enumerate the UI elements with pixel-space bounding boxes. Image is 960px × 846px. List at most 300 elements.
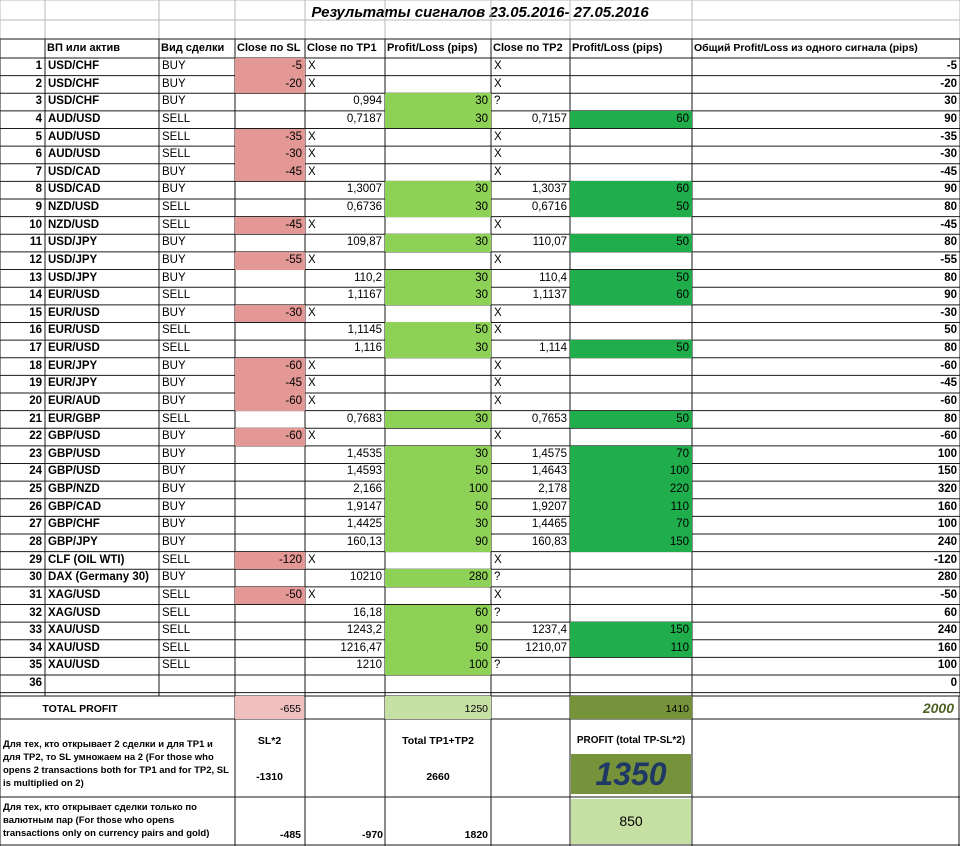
trade-type-cell [159, 675, 235, 693]
trade-type-cell: SELL [162, 112, 191, 125]
asset-cell: GBP/USD [48, 447, 101, 460]
row-number: 32 [29, 606, 42, 619]
close-tp2-cell: 0,6716 [531, 201, 567, 214]
pl2-cell [570, 58, 692, 76]
total-pips-cell: -45 [940, 377, 957, 390]
row-number: 31 [29, 588, 42, 601]
row-number: 9 [35, 201, 42, 214]
pl1-cell: 30 [385, 411, 491, 429]
header-tp2: Close по TP2 [493, 42, 563, 54]
close-tp1-cell: 1210 [356, 659, 382, 672]
close-tp1-cell: 1,4535 [346, 447, 382, 460]
pl2-cell [570, 217, 692, 235]
pl2-cell [570, 605, 692, 623]
trade-type-cell: SELL [162, 659, 191, 672]
close-tp2-cell: 110,4 [539, 271, 567, 284]
pl2-cell [570, 129, 692, 147]
close-tp2-cell: ? [494, 606, 501, 619]
total-pips-cell: -45 [940, 165, 957, 178]
asset-cell: USD/CHF [48, 60, 100, 72]
trade-type-cell: SELL [162, 553, 191, 566]
asset-cell: XAU/USD [48, 624, 100, 637]
pl1-cell: 50 [385, 322, 491, 340]
close-sl-cell: -45 [235, 375, 305, 393]
row-number: 22 [29, 430, 42, 443]
row-number: 13 [29, 271, 42, 284]
pl1-cell [385, 58, 491, 76]
close-sl-cell: -55 [235, 252, 305, 270]
close-sl-cell [235, 322, 305, 340]
close-tp2-cell: X [494, 430, 502, 443]
close-tp1-cell: 1,116 [354, 342, 382, 355]
pl2-cell: 70 [570, 516, 692, 534]
close-tp1-cell: 1,9147 [346, 500, 382, 513]
close-tp1-cell: X [308, 60, 316, 72]
close-sl-cell: -45 [235, 217, 305, 235]
pl1-cell: 30 [385, 111, 491, 129]
pl2-cell [570, 358, 692, 376]
trade-type-cell: SELL [162, 342, 191, 355]
close-tp1-cell: 109,87 [346, 236, 382, 249]
row-number: 16 [29, 324, 42, 337]
asset-cell: XAG/USD [48, 588, 101, 601]
header-pl2: Profit/Loss (pips) [572, 42, 663, 54]
asset-cell: AUD/USD [48, 130, 101, 143]
close-tp2-cell: ? [494, 95, 501, 108]
pl1-cell: 50 [385, 499, 491, 517]
tp-total-value: 2660 [426, 771, 450, 783]
row-number: 11 [29, 236, 42, 249]
pl2-cell: 50 [570, 234, 692, 252]
asset-cell: EUR/GBP [48, 412, 101, 425]
pl1-cell: 30 [385, 340, 491, 358]
close-tp2-cell: X [494, 359, 502, 372]
pl2-cell: 50 [570, 199, 692, 217]
close-sl-cell [235, 640, 305, 658]
close-tp1-cell: X [308, 359, 316, 372]
asset-cell [45, 675, 159, 693]
close-tp2-cell: 0,7157 [531, 112, 567, 125]
close-tp1-cell: 0,7683 [346, 412, 382, 425]
pl2-cell: 50 [570, 411, 692, 429]
note-currency-only: Для тех, кто открывает сделки только по валютным пар (For those who opens transactions only on currency pairs and gold) [3, 802, 210, 839]
close-sl-cell: -120 [235, 552, 305, 570]
close-sl-cell [235, 675, 305, 693]
trade-type-cell: SELL [162, 324, 191, 337]
total-pips-cell: 100 [937, 447, 957, 460]
total-pips-cell: 150 [937, 465, 957, 478]
total-pips-cell: 80 [944, 236, 957, 249]
close-tp2-cell: 160,83 [531, 536, 567, 548]
close-sl-cell [235, 199, 305, 217]
trade-type-cell: BUY [162, 377, 186, 390]
trade-type-cell: BUY [162, 447, 186, 460]
pl2-cell: 150 [570, 534, 692, 552]
header-type: Вид сделки [161, 42, 225, 54]
total-pips-cell: 80 [944, 271, 957, 284]
pl2-cell: 70 [570, 446, 692, 464]
asset-cell: DAX (Germany 30) [48, 571, 149, 584]
sl2-value: -1310 [256, 771, 283, 783]
close-tp2-cell: X [494, 306, 502, 319]
close-sl-cell [235, 657, 305, 675]
asset-cell: NZD/USD [48, 201, 100, 214]
pl2-cell: 110 [570, 499, 692, 517]
close-tp1-cell: 1,1145 [347, 324, 382, 337]
pl1-cell: 100 [385, 657, 491, 675]
close-tp2-cell: 1210,07 [525, 641, 567, 654]
asset-cell: USD/CAD [48, 183, 101, 196]
pl2-cell [570, 657, 692, 675]
trade-type-cell: SELL [162, 624, 191, 637]
pl1-cell [385, 164, 491, 182]
close-tp2-cell: X [494, 553, 502, 566]
asset-cell: USD/JPY [48, 236, 98, 249]
total-pips-cell: -5 [946, 60, 957, 72]
pl1-cell: 50 [385, 463, 491, 481]
pl2-cell [570, 569, 692, 587]
total-pips-cell: 240 [937, 536, 957, 548]
close-tp1-cell: X [308, 130, 316, 143]
total-pips-cell: -60 [940, 359, 957, 372]
asset-cell: GBP/CHF [48, 518, 100, 531]
asset-cell: AUD/USD [48, 112, 101, 125]
row-number: 33 [29, 624, 42, 637]
trade-type-cell: SELL [162, 588, 191, 601]
close-tp1-cell: 0,7187 [346, 112, 382, 125]
total-pips-cell: 280 [937, 571, 957, 584]
total-pips-cell: 30 [944, 95, 957, 108]
trade-type-cell: BUY [162, 536, 186, 548]
header-asset: ВП или актив [47, 42, 121, 54]
close-sl-cell [235, 411, 305, 429]
trade-type-cell: BUY [162, 394, 186, 407]
pl2-cell [570, 428, 692, 446]
close-tp1-cell [305, 675, 385, 693]
pl1-cell: 30 [385, 199, 491, 217]
pl1-cell: 30 [385, 287, 491, 305]
close-tp1-cell: X [308, 253, 316, 266]
pl2-cell [570, 552, 692, 570]
close-tp2-cell: X [494, 218, 502, 231]
close-tp2-cell: X [494, 588, 502, 601]
close-sl-cell [235, 270, 305, 288]
trade-type-cell: BUY [162, 359, 186, 372]
close-sl-cell: -60 [235, 428, 305, 446]
asset-cell: EUR/USD [48, 324, 100, 337]
close-tp1-cell: 160,13 [346, 536, 382, 548]
close-tp1-cell: X [308, 430, 316, 443]
close-tp2-cell: 1,4465 [531, 518, 567, 531]
total-pips-cell: -35 [940, 130, 957, 143]
total-pl1: 1250 [464, 703, 488, 715]
close-sl-cell [235, 516, 305, 534]
pl1-cell [385, 428, 491, 446]
pl2-cell: 50 [570, 340, 692, 358]
pl2-cell [570, 76, 692, 94]
total-pips-cell: 90 [944, 112, 957, 125]
asset-cell: GBP/USD [48, 465, 101, 478]
total-pips-cell: 0 [950, 677, 957, 690]
pl2-cell [570, 587, 692, 605]
grand-total: 2000 [922, 700, 954, 716]
total-pips-cell: -55 [940, 253, 957, 266]
pl1-cell [385, 675, 491, 693]
trade-type-cell: SELL [162, 218, 191, 231]
close-tp2-cell: X [494, 377, 502, 390]
pl2-cell [570, 375, 692, 393]
asset-cell: EUR/USD [48, 289, 100, 302]
trade-type-cell: SELL [162, 130, 191, 143]
asset-cell: EUR/USD [48, 306, 100, 319]
close-tp2-cell: X [494, 253, 502, 266]
pl1-cell: 30 [385, 270, 491, 288]
pl2-cell: 60 [570, 287, 692, 305]
asset-cell: XAU/USD [48, 659, 100, 672]
trade-type-cell: SELL [162, 148, 191, 161]
header-total: Общий Profit/Loss из одного сигнала (pips) [694, 42, 918, 54]
row-number: 3 [35, 95, 42, 108]
total-pl2: 1410 [665, 703, 689, 715]
pl1-cell [385, 375, 491, 393]
asset-cell: GBP/JPY [48, 536, 98, 548]
close-tp2-cell: 0,7653 [531, 412, 567, 425]
trade-type-cell: SELL [162, 412, 191, 425]
total-pips-cell: -120 [933, 553, 957, 566]
row-number: 24 [29, 465, 42, 478]
close-sl-cell: -20 [235, 76, 305, 94]
row-number: 21 [29, 412, 42, 425]
close-tp1-cell: 0,6736 [346, 201, 382, 214]
total-pips-cell: 80 [944, 201, 957, 214]
profit-label: PROFIT (total TP-SL*2) [576, 735, 686, 746]
trade-type-cell: BUY [162, 77, 186, 90]
pl2-cell [570, 675, 692, 693]
close-sl-cell: -60 [235, 393, 305, 411]
pl1-cell: 280 [385, 569, 491, 587]
pl1-cell: 30 [385, 516, 491, 534]
total-pips-cell: 160 [937, 500, 957, 513]
pl1-cell: 100 [385, 481, 491, 499]
close-tp1-cell: X [308, 165, 316, 178]
asset-cell: XAU/USD [48, 641, 100, 654]
row-number: 25 [29, 483, 42, 496]
asset-cell: EUR/JPY [48, 359, 98, 372]
total-pips-cell: 80 [944, 342, 957, 355]
total-pips-cell: -45 [940, 218, 957, 231]
total-pips-cell: 50 [944, 324, 957, 337]
total-pips-cell: 60 [944, 606, 957, 619]
trade-type-cell: BUY [162, 306, 186, 319]
row-number: 29 [29, 553, 42, 566]
asset-cell: CLF (OIL WTI) [48, 553, 125, 566]
close-tp2-cell: X [494, 324, 502, 337]
r2-tp: 1820 [464, 829, 488, 841]
trade-type-cell: SELL [162, 641, 191, 654]
pl1-cell: 30 [385, 93, 491, 111]
close-sl-cell [235, 499, 305, 517]
row-number: 36 [29, 677, 42, 690]
pl1-cell: 60 [385, 605, 491, 623]
row-number: 19 [29, 377, 42, 390]
close-tp1-cell: 1,4425 [346, 518, 382, 531]
pl1-cell [385, 552, 491, 570]
pl2-cell: 60 [570, 111, 692, 129]
row-number: 7 [35, 165, 42, 178]
trade-type-cell: BUY [162, 236, 186, 249]
profit-big-value: 1350 [595, 756, 667, 792]
pl1-cell [385, 252, 491, 270]
trade-type-cell: SELL [162, 606, 191, 619]
close-tp2-cell: X [494, 394, 502, 407]
header-tp1: Close по TP1 [307, 42, 377, 54]
row-number: 27 [29, 518, 42, 531]
total-pips-cell: -60 [940, 430, 957, 443]
row-number: 18 [29, 359, 42, 372]
close-sl-cell [235, 287, 305, 305]
total-sl: -655 [279, 703, 301, 715]
close-sl-cell [235, 534, 305, 552]
total-pips-cell: -30 [940, 148, 957, 161]
trade-type-cell: BUY [162, 60, 186, 72]
close-sl-cell [235, 340, 305, 358]
close-sl-cell [235, 622, 305, 640]
row-number: 34 [29, 641, 42, 654]
close-tp2-cell: 1,1137 [532, 289, 567, 302]
pl2-cell [570, 146, 692, 164]
close-tp1-cell: 0,994 [353, 95, 382, 108]
total-pips-cell: 90 [944, 183, 957, 196]
row-number: 5 [35, 130, 42, 143]
close-tp2-cell: ? [494, 659, 501, 672]
trade-type-cell: BUY [162, 165, 186, 178]
pl2-cell [570, 252, 692, 270]
close-sl-cell: -50 [235, 587, 305, 605]
close-tp2-cell: ? [494, 571, 501, 584]
pl1-cell [385, 76, 491, 94]
asset-cell: GBP/USD [48, 430, 101, 443]
pl2-cell [570, 305, 692, 323]
close-tp2-cell: 1,4643 [531, 465, 567, 478]
sl2-label: SL*2 [257, 735, 282, 747]
r2-sl: -485 [279, 829, 301, 841]
pl1-cell [385, 358, 491, 376]
total-pips-cell: 240 [937, 624, 957, 637]
close-sl-cell: -45 [235, 164, 305, 182]
row-number: 17 [29, 342, 42, 355]
close-tp2-cell: 2,178 [538, 483, 567, 496]
row-number: 15 [29, 306, 42, 319]
pl2-cell: 100 [570, 463, 692, 481]
close-sl-cell [235, 481, 305, 499]
close-sl-cell [235, 569, 305, 587]
pl2-cell: 110 [570, 640, 692, 658]
header-sl: Close по SL [237, 42, 301, 54]
row-number: 14 [29, 289, 42, 302]
trade-type-cell: BUY [162, 183, 186, 196]
total-pips-cell: 100 [937, 659, 957, 672]
trade-type-cell: BUY [162, 253, 186, 266]
pl1-cell: 30 [385, 181, 491, 199]
close-sl-cell [235, 181, 305, 199]
close-sl-cell [235, 234, 305, 252]
close-tp1-cell: X [308, 553, 316, 566]
pl2-cell: 150 [570, 622, 692, 640]
asset-cell: GBP/CAD [48, 500, 102, 513]
header-pl1: Profit/Loss (pips) [387, 42, 478, 54]
pl2-cell [570, 393, 692, 411]
report-title: Результаты сигналов 23.05.2016- 27.05.2016 [311, 4, 649, 21]
pl2-cell: 220 [570, 481, 692, 499]
close-tp1-cell: X [308, 588, 316, 601]
total-pips-cell: 160 [937, 641, 957, 654]
trade-type-cell: BUY [162, 430, 186, 443]
close-tp1-cell: 2,166 [353, 483, 382, 496]
trade-type-cell: BUY [162, 500, 186, 513]
close-tp2-cell: X [494, 77, 502, 90]
trade-type-cell: BUY [162, 571, 186, 584]
asset-cell: USD/CHF [48, 95, 100, 108]
close-tp2-cell: 1,9207 [531, 500, 567, 513]
pl1-cell [385, 305, 491, 323]
close-sl-cell: -35 [235, 129, 305, 147]
pl1-cell: 30 [385, 234, 491, 252]
pl1-cell [385, 129, 491, 147]
close-tp2-cell: X [494, 148, 502, 161]
asset-cell: XAG/USD [48, 606, 101, 619]
close-sl-cell [235, 605, 305, 623]
close-tp2-cell: X [494, 130, 502, 143]
asset-cell: EUR/JPY [48, 377, 98, 390]
total-pips-cell: -20 [940, 77, 957, 90]
row-number: 8 [35, 183, 42, 196]
asset-cell: USD/JPY [48, 271, 98, 284]
total-pips-cell: -30 [940, 306, 957, 319]
close-sl-cell [235, 93, 305, 111]
close-sl-cell [235, 463, 305, 481]
note-two-deals: Для тех, кто открывает 2 сделки и для TP1 и для TP2, то SL умножаем на 2 (For those who opens 2 transactions both for TP1 and for TP2, SL is multiplied on 2) [3, 739, 229, 789]
close-tp2-cell: 1,114 [539, 342, 567, 355]
close-tp1-cell: 1,4593 [346, 465, 382, 478]
row-number: 10 [29, 218, 42, 231]
row-number: 6 [35, 148, 42, 161]
trade-type-cell: BUY [162, 518, 186, 531]
close-tp1-cell: 1243,2 [346, 624, 382, 637]
pl2-cell [570, 164, 692, 182]
close-tp1-cell: X [308, 306, 316, 319]
trade-type-cell: BUY [162, 95, 186, 108]
row-number: 12 [29, 253, 42, 266]
close-tp2-cell: X [494, 60, 502, 72]
total-pips-cell: 100 [937, 518, 957, 531]
pl1-cell: 90 [385, 534, 491, 552]
close-sl-cell: -30 [235, 305, 305, 323]
close-tp1-cell: X [308, 394, 316, 407]
row-number: 30 [29, 571, 42, 584]
close-tp2-cell: 110,07 [532, 236, 567, 249]
close-tp2-cell: 1,4575 [531, 447, 567, 460]
close-tp1-cell: X [308, 77, 316, 90]
pl1-cell [385, 393, 491, 411]
row-number: 26 [29, 500, 42, 513]
total-label: TOTAL PROFIT [42, 703, 118, 715]
total-pips-cell: 90 [944, 289, 957, 302]
asset-cell: NZD/USD [48, 218, 100, 231]
tp-total-label: Total TP1+TP2 [402, 735, 474, 747]
close-sl-cell: -30 [235, 146, 305, 164]
asset-cell: GBP/NZD [48, 483, 100, 496]
total-pips-cell: -50 [940, 588, 957, 601]
